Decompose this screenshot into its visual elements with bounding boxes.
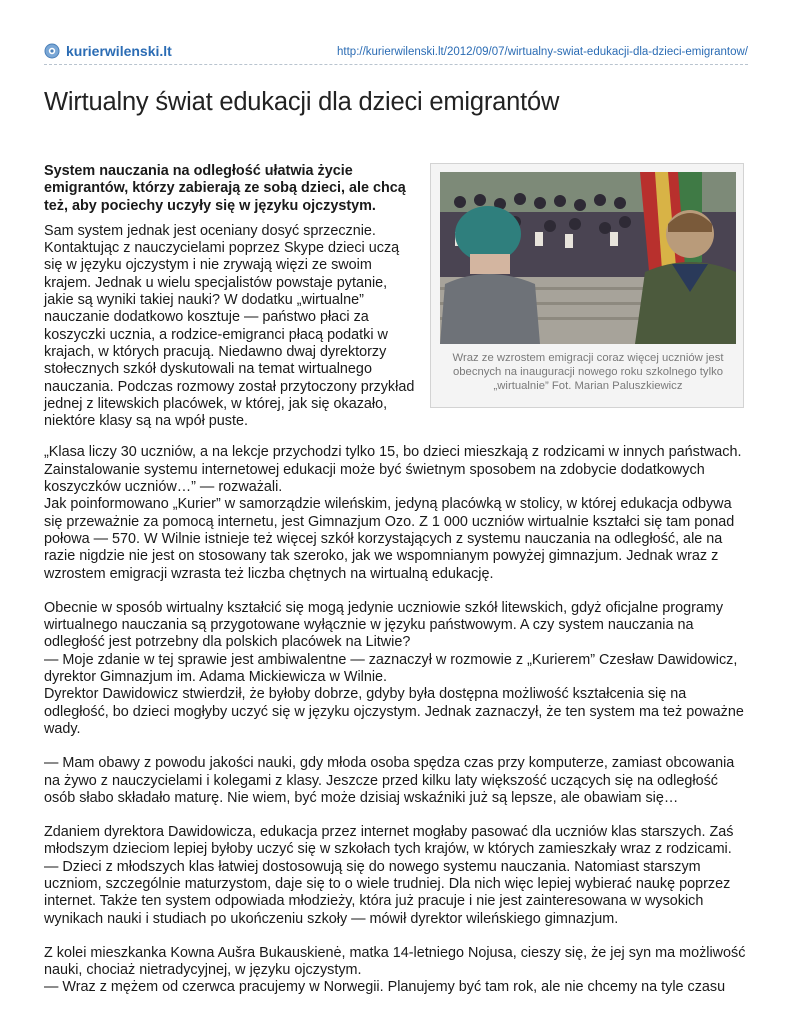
page-header — [44, 40, 748, 62]
photo-icon — [440, 172, 736, 344]
paragraph-2: Jak poinformowano „Kurier” w samorządzie wileńskim, jedyną placówką w stolicy, w której edukacja odbywa się przeważnie za pomocą internetu, jest Gimnazjum Ozo. Z 1 000 uczniów wirtualnie kształci się tam ponad połowa — 570. W Wilnie istnieje też więcej szkół korzystających z systemu nauczania na odległość, ale na razie nigdzie nie jest on stosowany tak szeroko, jak we wspomnianym powyżej gimnazjum. Jednak wraz z wzrostem emigracji wzrasta też liczba chętnych na wirtualną edukację. — [44, 496, 735, 582]
paragraph-8: — Dzieci z młodszych klas łatwiej dostosowują się do nowego systemu nauczania. Natomiast starszym uczniom, szczególnie maturzystom, daje się to o wiele trudniej. Dla nich więc lepiej wybierać naukę poprzez internet. Także ten system odpowiada młodzieży, która już pracuje i nie jest zainteresowana w wysokich wynikach nauki i studiach po ukończeniu szkoły — mówił dyrektor wileńskiego gimnazjum. — [44, 858, 731, 927]
paragraph-gap — [44, 807, 748, 824]
paragraph-5: Dyrektor Dawidowicz stwierdził, że byłoby dobrze, gdyby była dostępna możliwość kształcenia się na odległość, bo dzieci mogłyby uczyć się w języku ojczystym. Jednak zaznaczył, że ten system ma też poważne wady. — [44, 686, 744, 737]
paragraph-4: — Moje zdanie w tej sprawie jest ambiwalentne — zaznaczył w rozmowie z „Kurierem” Czesław Dawidowicz, dyrektor Gimnazjum im. Adama Mickiewicza w Wilnie. — [44, 651, 738, 686]
paragraph-gap — [44, 738, 748, 755]
header-divider — [44, 64, 748, 65]
paragraph-gap — [44, 928, 748, 945]
source-url-link[interactable]: http://kurierwilenski.lt/2012/09/07/wirtualny-swiat-edukacji-dla-dzieci-emigrantow/ — [337, 46, 748, 58]
paragraph-6: — Mam obawy z powodu jakości nauki, gdy młoda osoba spędza czas przy komputerze, zamiast obcowania na żywo z nauczycielami i kolegami z klasy. Jeszcze przed kilku laty większość uczących się na odległość osób słabo składało maturę. Nie wiem, być może dzisiaj wskaźniki już są lepsze, ale obawiam się… — [44, 755, 735, 806]
article-intro-column — [44, 163, 416, 430]
site-logo-link[interactable] — [44, 43, 172, 59]
intro-paragraph: Sam system jednak jest oceniany dosyć sprzecznie. Kontaktując z nauczycielami poprzez Skype dzieci uczą się w języku ojczystym i nie zrywają więzi ze swoim krajem. Jednak u wielu specjalistów powstaje pytanie, jakie są wyniki takiej nauki? W dodatku „wirtualne” nauczanie dodatkowo kosztuje — państwo płaci za koszyczki ucznia, a rodzice-emigranci płacą podatki w krajach, w których pracują. Niedawno dwaj dyrektorzy stołecznych szkół dyskutowali na temat wirtualnego nauczania. Podczas rozmowy został przytoczony przykład jednej z litewskich placówek, w której, jak się okazało, niektóre klasy są na wpół puste. — [44, 222, 415, 430]
article-main-text — [44, 444, 748, 996]
paragraph-3: Obecnie w sposób wirtualny kształcić się mogą jedynie uczniowie szkół litewskich, gdyż oficjalne programy wirtualnego nauczania są przygotowane wyłącznie w języku państwowym. A czy system nauczania na odległość jest potrzebny dla polskich placówek na Litwie? — [44, 599, 724, 651]
paragraph-7: Zdaniem dyrektora Dawidowicza, edukacja przez internet mogłaby pasować dla uczniów klas starszych. Zaś młodszym dzieciom lepiej byłoby uczyć się w szkołach tych krajów, w których zamieszkały wraz z rodzicami. — [44, 824, 734, 858]
article-body — [44, 163, 748, 997]
article-title: Wirtualny świat edukacji dla dzieci emigrantów — [44, 88, 560, 116]
article-figure — [430, 163, 744, 408]
site-name: kurierwilenski.lt — [66, 43, 172, 59]
paragraph-1: „Klasa liczy 30 uczniów, a na lekcje przychodzi tylko 15, bo dzieci mieszkają z rodzicami w innych państwach. Zainstalowanie systemu internetowej edukacji może być świetnym sposobem na zdobycie dodatkowych koszyczków uczniów…” — rozważali. — [44, 444, 742, 496]
article-lead: System nauczania na odległość ułatwia życie emigrantów, którzy zabierają ze sobą dzieci, ale chcą też, aby pociechy uczyły się w języku ojczystym. — [44, 163, 406, 214]
paragraph-gap — [44, 583, 748, 600]
figure-caption: Wraz ze wzrostem emigracji coraz więcej uczniów jest obecnych na inauguracji nowego roku szkolnego tylko „wirtualnie” Fot. Marian Paluszkiewicz — [452, 352, 724, 392]
paragraph-10: — Wraz z mężem od czerwca pracujemy w Norwegii. Planujemy być tam rok, ale nie chcemy na tyle czasu — [44, 979, 726, 996]
paragraph-9: Z kolei mieszkanka Kowna Aušra Bukauskienė, matka 14-letniego Nojusa, cieszy się, że jej syn ma możliwość nauki, chociaż nietradycyjnej, w języku ojczystym. — [44, 944, 746, 979]
globe-icon — [44, 43, 60, 59]
